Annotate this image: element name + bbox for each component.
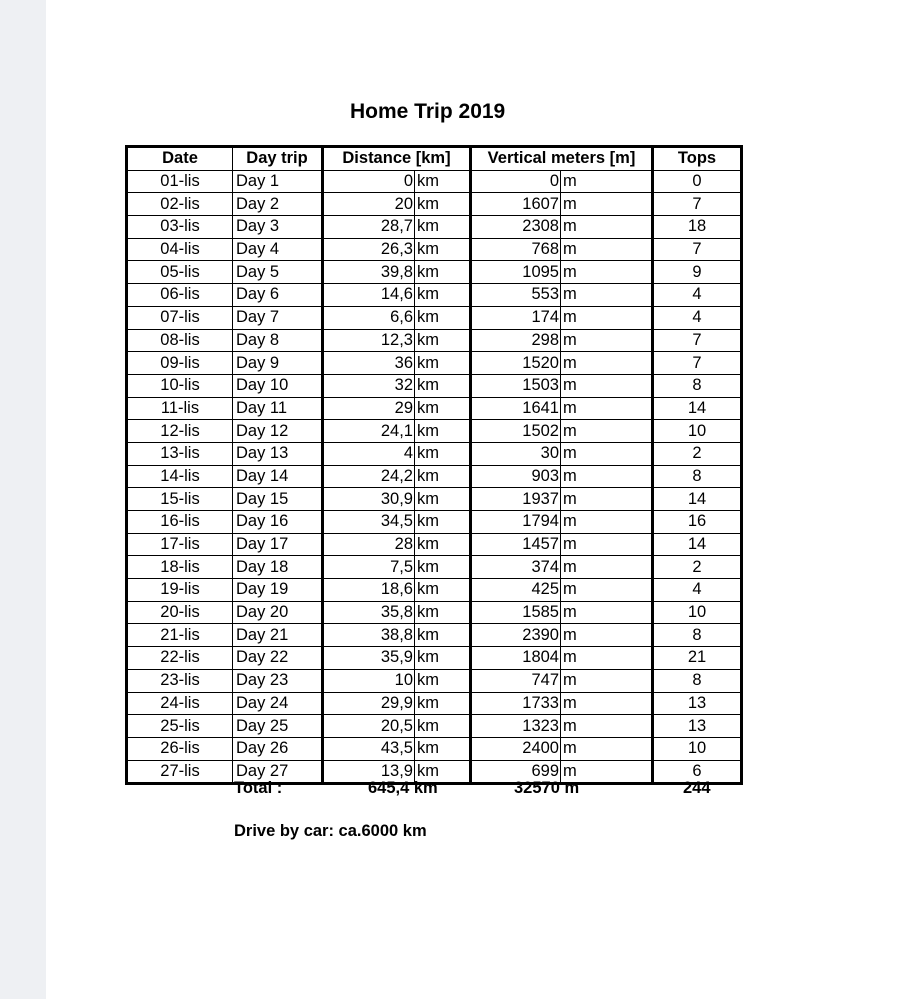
cell-vertical: 553 bbox=[471, 284, 561, 307]
header-tops: Tops bbox=[653, 147, 742, 171]
cell-vertical-unit: m bbox=[561, 579, 653, 602]
cell-date: 12-lis bbox=[127, 420, 233, 443]
cell-day-trip: Day 26 bbox=[233, 737, 323, 760]
header-vertical-meters: Vertical meters [m] bbox=[471, 147, 653, 171]
cell-distance-unit: km bbox=[415, 556, 471, 579]
cell-tops: 6 bbox=[653, 760, 742, 784]
total-vertical: 32570 m bbox=[514, 779, 580, 797]
cell-date: 02-lis bbox=[127, 193, 233, 216]
cell-date: 09-lis bbox=[127, 352, 233, 375]
table-row bbox=[127, 284, 742, 307]
cell-distance-unit: km bbox=[415, 352, 471, 375]
cell-vertical-unit: m bbox=[561, 601, 653, 624]
cell-distance: 29 bbox=[323, 397, 415, 420]
cell-distance-unit: km bbox=[415, 170, 471, 193]
cell-distance-unit: km bbox=[415, 306, 471, 329]
cell-date: 03-lis bbox=[127, 216, 233, 239]
cell-day-trip: Day 6 bbox=[233, 284, 323, 307]
cell-vertical: 30 bbox=[471, 442, 561, 465]
cell-day-trip: Day 8 bbox=[233, 329, 323, 352]
cell-tops: 7 bbox=[653, 329, 742, 352]
cell-day-trip: Day 20 bbox=[233, 601, 323, 624]
cell-day-trip: Day 15 bbox=[233, 488, 323, 511]
cell-tops: 14 bbox=[653, 397, 742, 420]
table-row bbox=[127, 669, 742, 692]
cell-tops: 2 bbox=[653, 442, 742, 465]
table-row bbox=[127, 715, 742, 738]
cell-vertical: 1937 bbox=[471, 488, 561, 511]
cell-date: 23-lis bbox=[127, 669, 233, 692]
cell-vertical-unit: m bbox=[561, 488, 653, 511]
cell-distance: 0 bbox=[323, 170, 415, 193]
cell-tops: 13 bbox=[653, 715, 742, 738]
cell-distance: 13,9 bbox=[323, 760, 415, 784]
cell-distance: 36 bbox=[323, 352, 415, 375]
table-row bbox=[127, 374, 742, 397]
cell-day-trip: Day 27 bbox=[233, 760, 323, 784]
cell-vertical-unit: m bbox=[561, 216, 653, 239]
cell-date: 08-lis bbox=[127, 329, 233, 352]
table-row bbox=[127, 465, 742, 488]
table-row bbox=[127, 193, 742, 216]
cell-distance: 20,5 bbox=[323, 715, 415, 738]
cell-day-trip: Day 5 bbox=[233, 261, 323, 284]
cell-distance: 35,9 bbox=[323, 647, 415, 670]
cell-tops: 2 bbox=[653, 556, 742, 579]
cell-vertical: 1457 bbox=[471, 533, 561, 556]
cell-tops: 10 bbox=[653, 737, 742, 760]
cell-vertical-unit: m bbox=[561, 352, 653, 375]
cell-day-trip: Day 9 bbox=[233, 352, 323, 375]
table-body bbox=[127, 170, 742, 784]
cell-date: 04-lis bbox=[127, 238, 233, 261]
cell-tops: 14 bbox=[653, 488, 742, 511]
cell-tops: 0 bbox=[653, 170, 742, 193]
cell-distance-unit: km bbox=[415, 533, 471, 556]
cell-tops: 16 bbox=[653, 511, 742, 534]
cell-distance-unit: km bbox=[415, 261, 471, 284]
cell-vertical: 699 bbox=[471, 760, 561, 784]
cell-vertical-unit: m bbox=[561, 306, 653, 329]
cell-vertical: 1502 bbox=[471, 420, 561, 443]
cell-date: 27-lis bbox=[127, 760, 233, 784]
table-row bbox=[127, 306, 742, 329]
cell-distance: 14,6 bbox=[323, 284, 415, 307]
table-row bbox=[127, 624, 742, 647]
cell-distance: 43,5 bbox=[323, 737, 415, 760]
cell-distance: 24,1 bbox=[323, 420, 415, 443]
cell-vertical-unit: m bbox=[561, 397, 653, 420]
cell-vertical: 425 bbox=[471, 579, 561, 602]
cell-day-trip: Day 12 bbox=[233, 420, 323, 443]
cell-distance: 30,9 bbox=[323, 488, 415, 511]
cell-vertical: 1503 bbox=[471, 374, 561, 397]
cell-distance-unit: km bbox=[415, 488, 471, 511]
cell-tops: 4 bbox=[653, 306, 742, 329]
total-label: Total : bbox=[234, 779, 283, 797]
cell-day-trip: Day 18 bbox=[233, 556, 323, 579]
cell-day-trip: Day 1 bbox=[233, 170, 323, 193]
cell-tops: 4 bbox=[653, 579, 742, 602]
cell-date: 14-lis bbox=[127, 465, 233, 488]
cell-distance: 18,6 bbox=[323, 579, 415, 602]
table-row bbox=[127, 442, 742, 465]
cell-tops: 8 bbox=[653, 465, 742, 488]
cell-distance: 12,3 bbox=[323, 329, 415, 352]
cell-day-trip: Day 23 bbox=[233, 669, 323, 692]
cell-distance: 6,6 bbox=[323, 306, 415, 329]
cell-vertical: 1641 bbox=[471, 397, 561, 420]
table-row bbox=[127, 556, 742, 579]
cell-distance-unit: km bbox=[415, 647, 471, 670]
cell-vertical: 0 bbox=[471, 170, 561, 193]
cell-day-trip: Day 2 bbox=[233, 193, 323, 216]
cell-distance: 38,8 bbox=[323, 624, 415, 647]
cell-distance: 7,5 bbox=[323, 556, 415, 579]
cell-distance-unit: km bbox=[415, 760, 471, 784]
cell-date: 20-lis bbox=[127, 601, 233, 624]
cell-distance-unit: km bbox=[415, 397, 471, 420]
table-row bbox=[127, 647, 742, 670]
cell-distance-unit: km bbox=[415, 624, 471, 647]
cell-vertical: 174 bbox=[471, 306, 561, 329]
cell-vertical: 1520 bbox=[471, 352, 561, 375]
table-row bbox=[127, 352, 742, 375]
cell-day-trip: Day 25 bbox=[233, 715, 323, 738]
cell-tops: 21 bbox=[653, 647, 742, 670]
cell-distance-unit: km bbox=[415, 465, 471, 488]
cell-vertical-unit: m bbox=[561, 465, 653, 488]
cell-vertical: 1585 bbox=[471, 601, 561, 624]
cell-distance-unit: km bbox=[415, 284, 471, 307]
cell-day-trip: Day 17 bbox=[233, 533, 323, 556]
cell-vertical-unit: m bbox=[561, 715, 653, 738]
table-row bbox=[127, 420, 742, 443]
cell-vertical-unit: m bbox=[561, 624, 653, 647]
cell-tops: 4 bbox=[653, 284, 742, 307]
cell-distance: 24,2 bbox=[323, 465, 415, 488]
cell-tops: 18 bbox=[653, 216, 742, 239]
cell-date: 22-lis bbox=[127, 647, 233, 670]
cell-date: 26-lis bbox=[127, 737, 233, 760]
table-row bbox=[127, 692, 742, 715]
cell-vertical: 1733 bbox=[471, 692, 561, 715]
cell-day-trip: Day 11 bbox=[233, 397, 323, 420]
cell-date: 19-lis bbox=[127, 579, 233, 602]
cell-distance-unit: km bbox=[415, 692, 471, 715]
cell-vertical-unit: m bbox=[561, 284, 653, 307]
table-row bbox=[127, 488, 742, 511]
cell-distance-unit: km bbox=[415, 238, 471, 261]
cell-day-trip: Day 3 bbox=[233, 216, 323, 239]
cell-vertical-unit: m bbox=[561, 533, 653, 556]
cell-distance-unit: km bbox=[415, 579, 471, 602]
cell-distance: 39,8 bbox=[323, 261, 415, 284]
cell-date: 05-lis bbox=[127, 261, 233, 284]
trip-table bbox=[125, 145, 743, 785]
cell-tops: 9 bbox=[653, 261, 742, 284]
cell-vertical-unit: m bbox=[561, 669, 653, 692]
cell-distance: 20 bbox=[323, 193, 415, 216]
cell-distance-unit: km bbox=[415, 374, 471, 397]
header-distance: Distance [km] bbox=[323, 147, 471, 171]
cell-distance: 4 bbox=[323, 442, 415, 465]
cell-tops: 8 bbox=[653, 624, 742, 647]
cell-vertical-unit: m bbox=[561, 647, 653, 670]
cell-vertical: 298 bbox=[471, 329, 561, 352]
cell-distance: 32 bbox=[323, 374, 415, 397]
cell-tops: 10 bbox=[653, 601, 742, 624]
cell-vertical-unit: m bbox=[561, 193, 653, 216]
cell-distance-unit: km bbox=[415, 715, 471, 738]
cell-vertical-unit: m bbox=[561, 442, 653, 465]
cell-vertical: 903 bbox=[471, 465, 561, 488]
table-header-row bbox=[127, 147, 742, 171]
cell-distance: 10 bbox=[323, 669, 415, 692]
cell-vertical-unit: m bbox=[561, 170, 653, 193]
cell-vertical: 2308 bbox=[471, 216, 561, 239]
cell-vertical: 1323 bbox=[471, 715, 561, 738]
cell-date: 15-lis bbox=[127, 488, 233, 511]
cell-date: 10-lis bbox=[127, 374, 233, 397]
cell-vertical: 768 bbox=[471, 238, 561, 261]
cell-vertical: 1804 bbox=[471, 647, 561, 670]
cell-distance-unit: km bbox=[415, 216, 471, 239]
cell-tops: 14 bbox=[653, 533, 742, 556]
cell-distance-unit: km bbox=[415, 442, 471, 465]
table-row bbox=[127, 238, 742, 261]
cell-day-trip: Day 7 bbox=[233, 306, 323, 329]
cell-distance: 26,3 bbox=[323, 238, 415, 261]
cell-day-trip: Day 4 bbox=[233, 238, 323, 261]
cell-day-trip: Day 19 bbox=[233, 579, 323, 602]
table-row bbox=[127, 329, 742, 352]
cell-date: 16-lis bbox=[127, 511, 233, 534]
cell-tops: 10 bbox=[653, 420, 742, 443]
header-day-trip: Day trip bbox=[233, 147, 323, 171]
table-row bbox=[127, 737, 742, 760]
cell-distance-unit: km bbox=[415, 329, 471, 352]
table-row bbox=[127, 601, 742, 624]
cell-vertical: 747 bbox=[471, 669, 561, 692]
cell-date: 24-lis bbox=[127, 692, 233, 715]
table-row bbox=[127, 533, 742, 556]
cell-tops: 8 bbox=[653, 669, 742, 692]
cell-distance-unit: km bbox=[415, 420, 471, 443]
cell-day-trip: Day 13 bbox=[233, 442, 323, 465]
cell-vertical-unit: m bbox=[561, 692, 653, 715]
table-row bbox=[127, 261, 742, 284]
cell-tops: 7 bbox=[653, 193, 742, 216]
cell-vertical-unit: m bbox=[561, 760, 653, 784]
header-date: Date bbox=[127, 147, 233, 171]
cell-date: 11-lis bbox=[127, 397, 233, 420]
cell-vertical: 374 bbox=[471, 556, 561, 579]
table-row bbox=[127, 216, 742, 239]
cell-distance-unit: km bbox=[415, 193, 471, 216]
cell-vertical: 1607 bbox=[471, 193, 561, 216]
table-row bbox=[127, 170, 742, 193]
cell-distance-unit: km bbox=[415, 601, 471, 624]
cell-tops: 7 bbox=[653, 238, 742, 261]
cell-distance-unit: km bbox=[415, 669, 471, 692]
cell-vertical-unit: m bbox=[561, 556, 653, 579]
cell-vertical-unit: m bbox=[561, 261, 653, 284]
left-margin-strip bbox=[0, 0, 46, 999]
cell-tops: 13 bbox=[653, 692, 742, 715]
table-row bbox=[127, 511, 742, 534]
cell-date: 06-lis bbox=[127, 284, 233, 307]
cell-date: 18-lis bbox=[127, 556, 233, 579]
cell-vertical-unit: m bbox=[561, 737, 653, 760]
cell-distance: 35,8 bbox=[323, 601, 415, 624]
cell-day-trip: Day 14 bbox=[233, 465, 323, 488]
cell-vertical: 2390 bbox=[471, 624, 561, 647]
document-title: Home Trip 2019 bbox=[350, 100, 506, 123]
cell-date: 13-lis bbox=[127, 442, 233, 465]
cell-vertical-unit: m bbox=[561, 374, 653, 397]
table-row bbox=[127, 397, 742, 420]
cell-distance: 28 bbox=[323, 533, 415, 556]
cell-vertical-unit: m bbox=[561, 420, 653, 443]
cell-day-trip: Day 16 bbox=[233, 511, 323, 534]
cell-distance: 34,5 bbox=[323, 511, 415, 534]
cell-vertical: 1794 bbox=[471, 511, 561, 534]
total-tops: 244 bbox=[683, 779, 711, 797]
cell-day-trip: Day 22 bbox=[233, 647, 323, 670]
cell-vertical: 2400 bbox=[471, 737, 561, 760]
cell-vertical-unit: m bbox=[561, 238, 653, 261]
cell-vertical-unit: m bbox=[561, 329, 653, 352]
cell-distance-unit: km bbox=[415, 511, 471, 534]
cell-date: 01-lis bbox=[127, 170, 233, 193]
cell-vertical-unit: m bbox=[561, 511, 653, 534]
drive-note: Drive by car: ca.6000 km bbox=[234, 822, 427, 840]
cell-day-trip: Day 10 bbox=[233, 374, 323, 397]
total-distance: 645,4 km bbox=[368, 779, 438, 797]
cell-date: 21-lis bbox=[127, 624, 233, 647]
cell-date: 07-lis bbox=[127, 306, 233, 329]
cell-tops: 7 bbox=[653, 352, 742, 375]
cell-day-trip: Day 24 bbox=[233, 692, 323, 715]
cell-date: 25-lis bbox=[127, 715, 233, 738]
cell-tops: 8 bbox=[653, 374, 742, 397]
cell-distance: 29,9 bbox=[323, 692, 415, 715]
cell-distance-unit: km bbox=[415, 737, 471, 760]
cell-distance: 28,7 bbox=[323, 216, 415, 239]
cell-date: 17-lis bbox=[127, 533, 233, 556]
cell-day-trip: Day 21 bbox=[233, 624, 323, 647]
cell-vertical: 1095 bbox=[471, 261, 561, 284]
table-row bbox=[127, 579, 742, 602]
